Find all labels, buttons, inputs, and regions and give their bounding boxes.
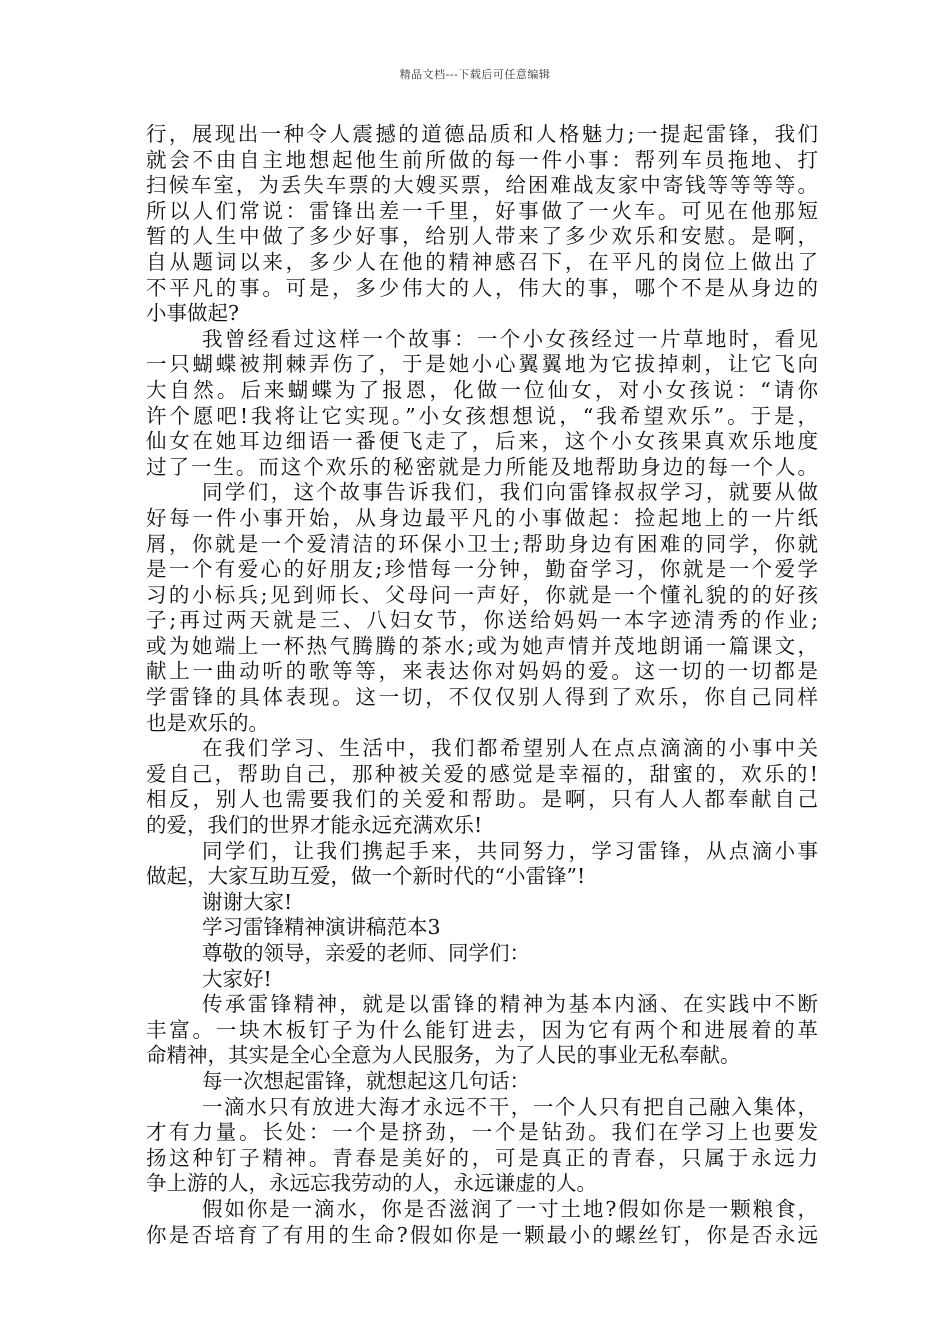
text-line: 相反，别人也需要我们的关爱和帮助。是啊，只有人人都奉献自己 <box>146 787 818 812</box>
text-line: 丰富。一块木板钉子为什么能钉进去，因为它有两个和进展着的革 <box>146 1017 818 1042</box>
text-line: 也是欢乐的。 <box>146 710 269 735</box>
text-line: 的爱，我们的世界才能永远充满欢乐! <box>146 813 483 838</box>
document-body <box>146 122 818 1248</box>
text-line: 争上游的人，永远忘我劳动的人，永远谦虚的人。 <box>146 1171 597 1196</box>
text-line: 一滴水只有放进大海才永远不干，一个人只有把自己融入集体， <box>202 1094 818 1119</box>
text-line: 过了一生。而这个欢乐的秘密就是力所能及地帮助身边的每一个人。 <box>146 454 818 479</box>
text-line: 命精神，其实是全心全意为人民服务，为了人民的事业无私奉献。 <box>146 1043 741 1068</box>
text-line: 小事做起? <box>146 301 239 326</box>
page-header: 精品文档---下载后可任意编辑 <box>399 68 551 81</box>
text-line: 尊敬的领导，亲爱的老师、同学们： <box>202 941 530 965</box>
text-line: 子;再过两天就是三、八妇女节，你送给妈妈一本字迹清秀的作业; <box>146 608 818 633</box>
text-line: 自从题词以来，多少人在他的精神感召下，在平凡的岗位上做出了 <box>146 249 818 274</box>
text-line: 同学们，这个故事告诉我们，我们向雷锋叔叔学习，就要从做 <box>202 480 818 505</box>
text-line: 扬这种钉子精神。青春是美好的，可是真正的青春，只属于永远力 <box>146 1145 818 1170</box>
text-line: 好每一件小事开始，从身边最平凡的小事做起：捡起地上的一片纸 <box>146 505 818 530</box>
text-line: 习的小标兵;见到师长、父母问一声好，你就是一个懂礼貌的的好孩 <box>146 582 818 607</box>
text-line: 你是否培育了有用的生命?假如你是一颗最小的螺丝钉，你是否永远 <box>146 1222 818 1247</box>
text-line: 行，展现出一种令人震撼的道德品质和人格魅力;一提起雷锋，我们 <box>146 122 818 146</box>
text-line: 暂的人生中做了多少好事，给别人带来了多少欢乐和安慰。是啊， <box>146 224 818 249</box>
text-line: 做起，大家互助互爱，做一个新时代的“小雷锋”! <box>146 864 586 889</box>
text-line: 屑，你就是一个爱清洁的环保小卫士;帮助身边有困难的同学，你就 <box>146 531 818 556</box>
text-line: 大自然。后来蝴蝶为了报恩，化做一位仙女，对小女孩说：“请你 <box>146 377 818 402</box>
text-line: 所以人们常说：雷锋出差一千里，好事做了一火车。可见在他那短 <box>146 198 818 223</box>
text-line: 扫候车室，为丢失车票的大嫂买票，给困难战友家中寄钱等等等等。 <box>146 173 818 198</box>
text-line: 许个愿吧!我将让它实现。”小女孩想想说，“我希望欢乐”。于是， <box>146 403 818 428</box>
text-line: 是一个有爱心的好朋友;珍惜每一分钟，勤奋学习，你就是一个爱学 <box>146 557 818 582</box>
text-line: 我曾经看过这样一个故事：一个小女孩经过一片草地时，看见 <box>202 326 818 351</box>
text-line: 或为她端上一杯热气腾腾的茶水;或为她声情并茂地朗诵一篇课文， <box>146 633 818 658</box>
text-line: 大家好! <box>202 966 272 991</box>
text-line: 每一次想起雷锋，就想起这几句话： <box>202 1068 530 1093</box>
text-line: 一只蝴蝶被荆棘弄伤了，于是她小心翼翼地为它拔掉刺，让它飞向 <box>146 352 818 377</box>
text-line: 才有力量。长处：一个是挤劲，一个是钻劲。我们在学习上也要发 <box>146 1120 818 1145</box>
text-line: 献上一曲动听的歌等等，来表达你对妈妈的爱。这一切的一切都是 <box>146 659 818 684</box>
text-line: 仙女在她耳边细语一番便飞走了，后来，这个小女孩果真欢乐地度 <box>146 429 818 454</box>
text-line: 同学们，让我们携起手来，共同努力，学习雷锋，从点滴小事 <box>202 838 818 863</box>
text-line: 在我们学习、生活中，我们都希望别人在点点滴滴的小事中关 <box>202 736 818 761</box>
text-line: 谢谢大家! <box>202 889 293 914</box>
text-line: 学习雷锋精神演讲稿范本3 <box>202 915 441 940</box>
text-line: 传承雷锋精神，就是以雷锋的精神为基本内涵、在实践中不断 <box>202 992 818 1017</box>
text-line: 学雷锋的具体表现。这一切，不仅仅别人得到了欢乐，你自己同样 <box>146 685 818 710</box>
text-line: 假如你是一滴水，你是否滋润了一寸土地?假如你是一颗粮食， <box>202 1196 818 1221</box>
text-line: 不平凡的事。可是，多少伟大的人，伟大的事，哪个不是从身边的 <box>146 275 818 300</box>
text-line: 就会不由自主地想起他生前所做的每一件小事：帮列车员拖地、打 <box>146 147 818 172</box>
text-line: 爱自己，帮助自己，那种被关爱的感觉是幸福的，甜蜜的，欢乐的! <box>146 761 818 786</box>
